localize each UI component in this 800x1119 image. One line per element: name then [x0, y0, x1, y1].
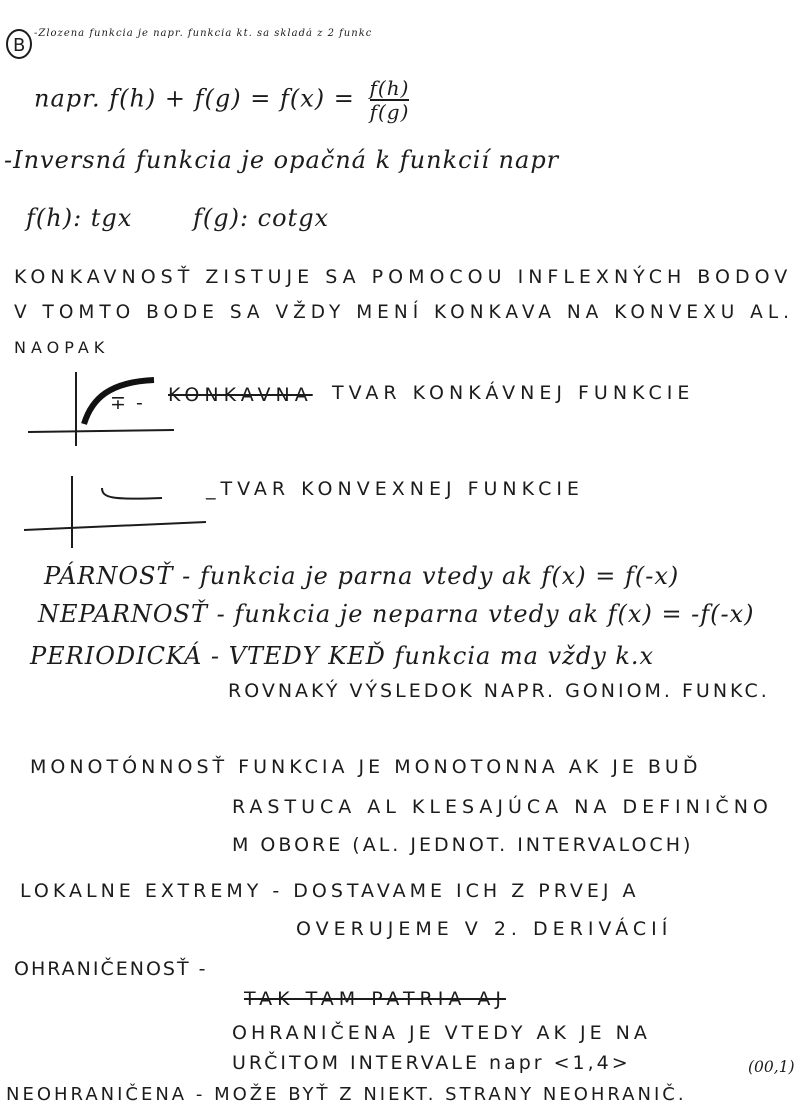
fraction-denominator: f(g) [369, 100, 410, 124]
ohranicenost-note: (00,1) [748, 1058, 795, 1076]
convex-graph-sketch [22, 470, 212, 550]
ohranicenost-line-4: URČITOM INTERVALE napr <1,4> [232, 1052, 631, 1074]
convex-shape-label: _TVAR KONVEXNEJ FUNKCIE [206, 478, 584, 500]
struck-konkavna: KONKAVNA [168, 384, 313, 406]
konkavnost-line-1: KONKAVNOSŤ ZISTUJE SA POMOCOU INFLEXNÝCH BODOV [14, 266, 793, 288]
ohranicenost-line-3: OHRANIČENA JE VTEDY AK JE NA [232, 1022, 651, 1044]
zlozena-fraction [370, 78, 410, 122]
inverzna-line-2 [26, 204, 329, 232]
konkavnost-line-2: V TOMTO BODE SA VŽDY MENÍ KONKAVA NA KONVEXU AL. [14, 302, 795, 323]
periodicka-line: PERIODICKÁ - VTEDY KEĎ funkcia ma vždy k.x [30, 642, 655, 670]
neohranicena-line: NEOHRANIČENA - MOŽE BYŤ Z NIEKT. STRANY NEOHRANIČ. [6, 1084, 687, 1105]
extremy-line-2: OVERUJEME V 2. DERIVÁCIÍ [296, 918, 673, 940]
inverzna-example-tgx: f(h): tgx [26, 204, 133, 232]
inverzna-example-cotgx: f(g): cotgx [192, 204, 330, 232]
ohranicenost-struck-line: TAK TAM PATRIA AJ [244, 988, 507, 1010]
ohranicenost-label: OHRANIČENOSŤ - [14, 958, 208, 980]
zlozena-formula: napr. f(h) + f(g) = f(x) = [34, 84, 355, 113]
inverzna-line-1: -Inversná funkcia je opačná k funkcií napr [4, 146, 560, 174]
fraction-numerator: f(h) [369, 76, 410, 100]
monotonnost-line-1: MONOTÓNNOSŤ FUNKCIA JE MONOTONNA AK JE BUĎ [30, 756, 702, 778]
monotonnost-line-3: M OBORE (AL. JEDNOT. INTERVALOCH) [232, 834, 694, 856]
zlozena-line-2 [34, 78, 409, 122]
neparnost-line: NEPARNOSŤ - funkcia je neparna vtedy ak f(x) = -f(-x) [38, 600, 755, 628]
circled-b-marker [4, 26, 36, 62]
concave-shape-label: TVAR KONKÁVNEJ FUNKCIE [332, 382, 695, 404]
zlozena-line-1: -Zlozena funkcia je napr. funkcia kt. sa skladá z 2 funkc [34, 28, 373, 39]
concave-graph-sketch [26, 368, 176, 448]
monotonnost-line-2: RASTUCA AL KLESAJÚCA NA DEFINIČNO [232, 796, 773, 818]
periodicka-line-2: ROVNAKÝ VÝSLEDOK NAPR. GONIOM. FUNKC. [228, 680, 770, 702]
parnost-line-1: PÁRNOSŤ - funkcia je parna vtedy ak f(x) = f(-x) [44, 562, 680, 590]
konkavnost-line-3: NAOPAK [14, 338, 110, 357]
svg-text:B: B [13, 35, 26, 56]
extremy-line-1: LOKALNE EXTREMY - DOSTAVAME ICH Z PRVEJ A [20, 880, 640, 902]
concave-graph-marker: ∓ - [110, 392, 145, 414]
